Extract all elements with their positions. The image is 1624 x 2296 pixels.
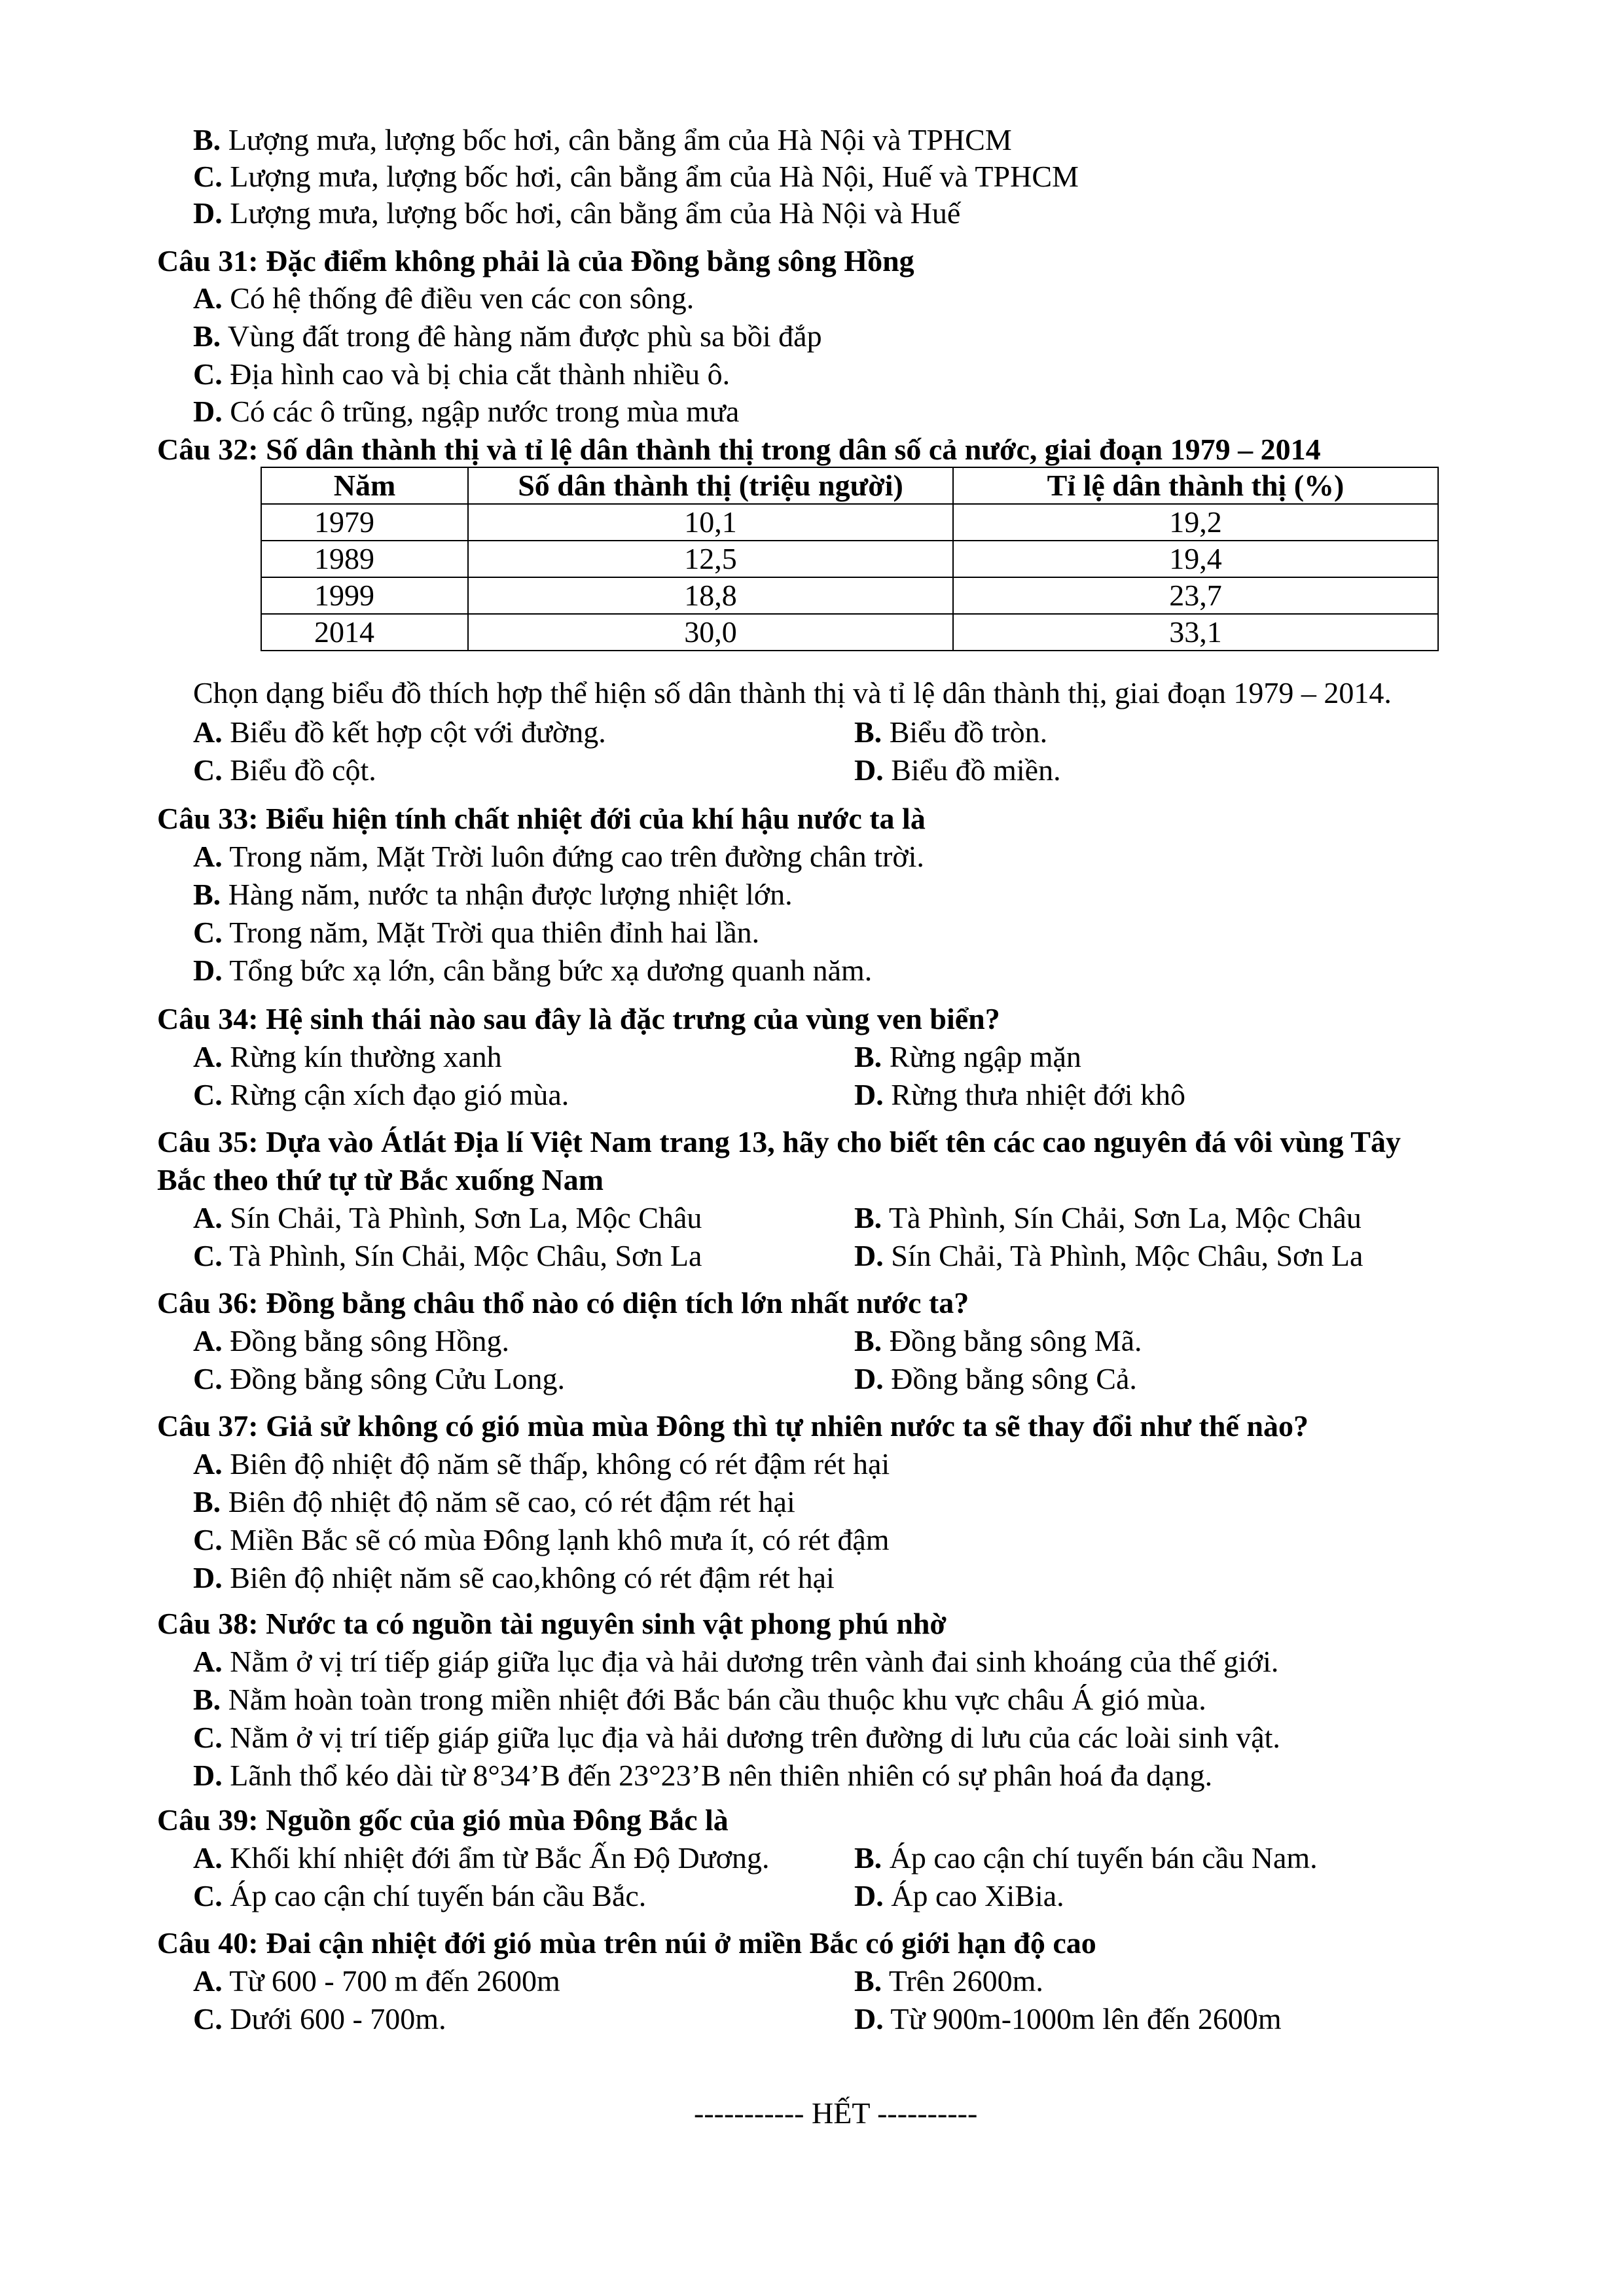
table-header-urban-population: Số dân thành thị (triệu người)	[468, 467, 953, 504]
q33-option-a: A. Trong năm, Mặt Trời luôn đứng cao trên đường chân trời.	[193, 840, 924, 873]
table-cell-ratio: 19,2	[953, 504, 1438, 541]
table-cell-population: 12,5	[468, 541, 953, 577]
table-row	[261, 541, 1438, 577]
q36-title: Câu 36: Đồng bằng châu thổ nào có diện tích lớn nhất nước ta?	[157, 1286, 969, 1319]
q31-title: Câu 31: Đặc điểm không phải là của Đồng bằng sông Hồng	[157, 244, 914, 278]
q39-option-c: C. Áp cao cận chí tuyến bán cầu Bắc.	[193, 1879, 647, 1912]
q33-option-d: D. Tổng bức xạ lớn, cân bằng bức xạ dương quanh năm.	[193, 954, 873, 987]
q33-option-b: B. Hàng năm, nước ta nhận được lượng nhiệt lớn.	[193, 878, 793, 911]
table-row	[261, 614, 1438, 651]
q38-option-b: B. Nằm hoàn toàn trong miền nhiệt đới Bắc bán cầu thuộc khu vực châu Á gió mùa.	[193, 1683, 1206, 1716]
q37-option-d: D. Biên độ nhiệt năm sẽ cao,không có rét đậm rét hại	[193, 1561, 835, 1594]
q33-title: Câu 33: Biểu hiện tính chất nhiệt đới của khí hậu nước ta là	[157, 802, 926, 835]
q35-option-b: B. Tà Phình, Sín Chải, Sơn La, Mộc Châu	[854, 1201, 1362, 1234]
table-cell-population: 18,8	[468, 577, 953, 614]
q34-title: Câu 34: Hệ sinh thái nào sau đây là đặc trưng của vùng ven biển?	[157, 1002, 1000, 1035]
q39-option-d: D. Áp cao XiBia.	[854, 1879, 1064, 1912]
urban-population-table	[261, 467, 1439, 651]
q36-option-a: A. Đồng bằng sông Hồng.	[193, 1324, 509, 1357]
q37-title: Câu 37: Giả sử không có gió mùa mùa Đông thì tự nhiên nước ta sẽ thay đổi như thế nào?	[157, 1409, 1308, 1443]
q34-option-d: D. Rừng thưa nhiệt đới khô	[854, 1078, 1186, 1111]
table-row	[261, 577, 1438, 614]
q37-option-a: A. Biên độ nhiệt độ năm sẽ thấp, không có rét đậm rét hại	[193, 1447, 890, 1480]
q34-option-a: A. Rừng kín thường xanh	[193, 1040, 502, 1073]
q32-option-b: B. Biểu đồ tròn.	[854, 715, 1048, 749]
end-marker: ----------- HẾT ----------	[694, 2096, 978, 2130]
q36-option-d: D. Đồng bằng sông Cả.	[854, 1362, 1137, 1395]
q40-option-c: C. Dưới 600 - 700m.	[193, 2002, 446, 2036]
table-cell-year: 1999	[261, 577, 468, 614]
q40-title: Câu 40: Đai cận nhiệt đới gió mùa trên núi ở miền Bắc có giới hạn độ cao	[157, 1926, 1096, 1960]
q40-option-a: A. Từ 600 - 700 m đến 2600m	[193, 1964, 560, 1998]
q32-option-a: A. Biểu đồ kết hợp cột với đường.	[193, 715, 606, 749]
q38-option-a: A. Nằm ở vị trí tiếp giáp giữa lục địa và hải dương trên vành đai sinh khoáng của thế giới.	[193, 1645, 1279, 1678]
q31-option-a: A. Có hệ thống đê điều ven các con sông.	[193, 281, 695, 315]
q40-option-b: B. Trên 2600m.	[854, 1964, 1043, 1998]
table-cell-year: 1979	[261, 504, 468, 541]
q32-option-d: D. Biểu đồ miền.	[854, 753, 1061, 787]
q40-option-d: D. Từ 900m-1000m lên đến 2600m	[854, 2002, 1282, 2036]
q35-option-d: D. Sín Chải, Tà Phình, Mộc Châu, Sơn La	[854, 1239, 1363, 1272]
q35-option-a: A. Sín Chải, Tà Phình, Sơn La, Mộc Châu	[193, 1201, 702, 1234]
q35-title-line-1: Câu 35: Dựa vào Átlát Địa lí Việt Nam trang 13, hãy cho biết tên các cao nguyên đá vôi vùng Tây	[157, 1125, 1401, 1158]
q38-title: Câu 38: Nước ta có nguồn tài nguyên sinh vật phong phú nhờ	[157, 1607, 947, 1640]
q32-title: Câu 32: Số dân thành thị và tỉ lệ dân thành thị trong dân số cả nước, giai đoạn 1979 – 2014	[157, 433, 1321, 466]
q38-option-c: C. Nằm ở vị trí tiếp giáp giữa lục địa và hải dương trên đường di lưu của các loài sinh vật.	[193, 1721, 1280, 1754]
table-row	[261, 504, 1438, 541]
table-header-urban-ratio: Tỉ lệ dân thành thị (%)	[953, 467, 1438, 504]
q39-option-a: A. Khối khí nhiệt đới ẩm từ Bắc Ấn Độ Dương.	[193, 1841, 770, 1874]
q36-option-c: C. Đồng bằng sông Cửu Long.	[193, 1362, 565, 1395]
q31-option-b: B. Vùng đất trong đê hàng năm được phù sa bồi đắp	[193, 319, 822, 353]
q35-option-c: C. Tà Phình, Sín Chải, Mộc Châu, Sơn La	[193, 1239, 702, 1272]
table-cell-ratio: 33,1	[953, 614, 1438, 651]
q39-title: Câu 39: Nguồn gốc của gió mùa Đông Bắc là	[157, 1803, 729, 1837]
q32-prompt: Chọn dạng biểu đồ thích hợp thể hiện số dân thành thị và tỉ lệ dân thành thị, giai đoạn 1979 – 2014.	[193, 676, 1392, 709]
q30-option-d: D. Lượng mưa, lượng bốc hơi, cân bằng ẩm của Hà Nội và Huế	[193, 196, 961, 230]
q37-option-b: B. Biên độ nhiệt độ năm sẽ cao, có rét đậm rét hại	[193, 1485, 795, 1518]
table-header-row	[261, 467, 1438, 504]
table-cell-population: 30,0	[468, 614, 953, 651]
q39-option-b: B. Áp cao cận chí tuyến bán cầu Nam.	[854, 1841, 1318, 1874]
table-cell-year: 2014	[261, 614, 468, 651]
q30-option-c: C. Lượng mưa, lượng bốc hơi, cân bằng ẩm của Hà Nội, Huế và TPHCM	[193, 160, 1079, 193]
q31-option-d: D. Có các ô trũng, ngập nước trong mùa mưa	[193, 395, 740, 428]
table-cell-ratio: 19,4	[953, 541, 1438, 577]
q34-option-c: C. Rừng cận xích đạo gió mùa.	[193, 1078, 569, 1111]
table-cell-ratio: 23,7	[953, 577, 1438, 614]
q35-title-line-2: Bắc theo thứ tự từ Bắc xuống Nam	[157, 1163, 604, 1196]
q36-option-b: B. Đồng bằng sông Mã.	[854, 1324, 1142, 1357]
q31-option-c: C. Địa hình cao và bị chia cắt thành nhiều ô.	[193, 357, 731, 391]
table-header-year: Năm	[261, 467, 468, 504]
q30-option-b: B. Lượng mưa, lượng bốc hơi, cân bằng ẩm của Hà Nội và TPHCM	[193, 123, 1012, 156]
q33-option-c: C. Trong năm, Mặt Trời qua thiên đỉnh hai lần.	[193, 916, 760, 949]
q34-option-b: B. Rừng ngập mặn	[854, 1040, 1081, 1073]
q32-option-c: C. Biểu đồ cột.	[193, 753, 376, 787]
q38-option-d: D. Lãnh thổ kéo dài từ 8°34’B đến 23°23’B nên thiên nhiên có sự phân hoá đa dạng.	[193, 1759, 1213, 1792]
table-cell-year: 1989	[261, 541, 468, 577]
table-cell-population: 10,1	[468, 504, 953, 541]
q37-option-c: C. Miền Bắc sẽ có mùa Đông lạnh khô mưa ít, có rét đậm	[193, 1523, 890, 1556]
